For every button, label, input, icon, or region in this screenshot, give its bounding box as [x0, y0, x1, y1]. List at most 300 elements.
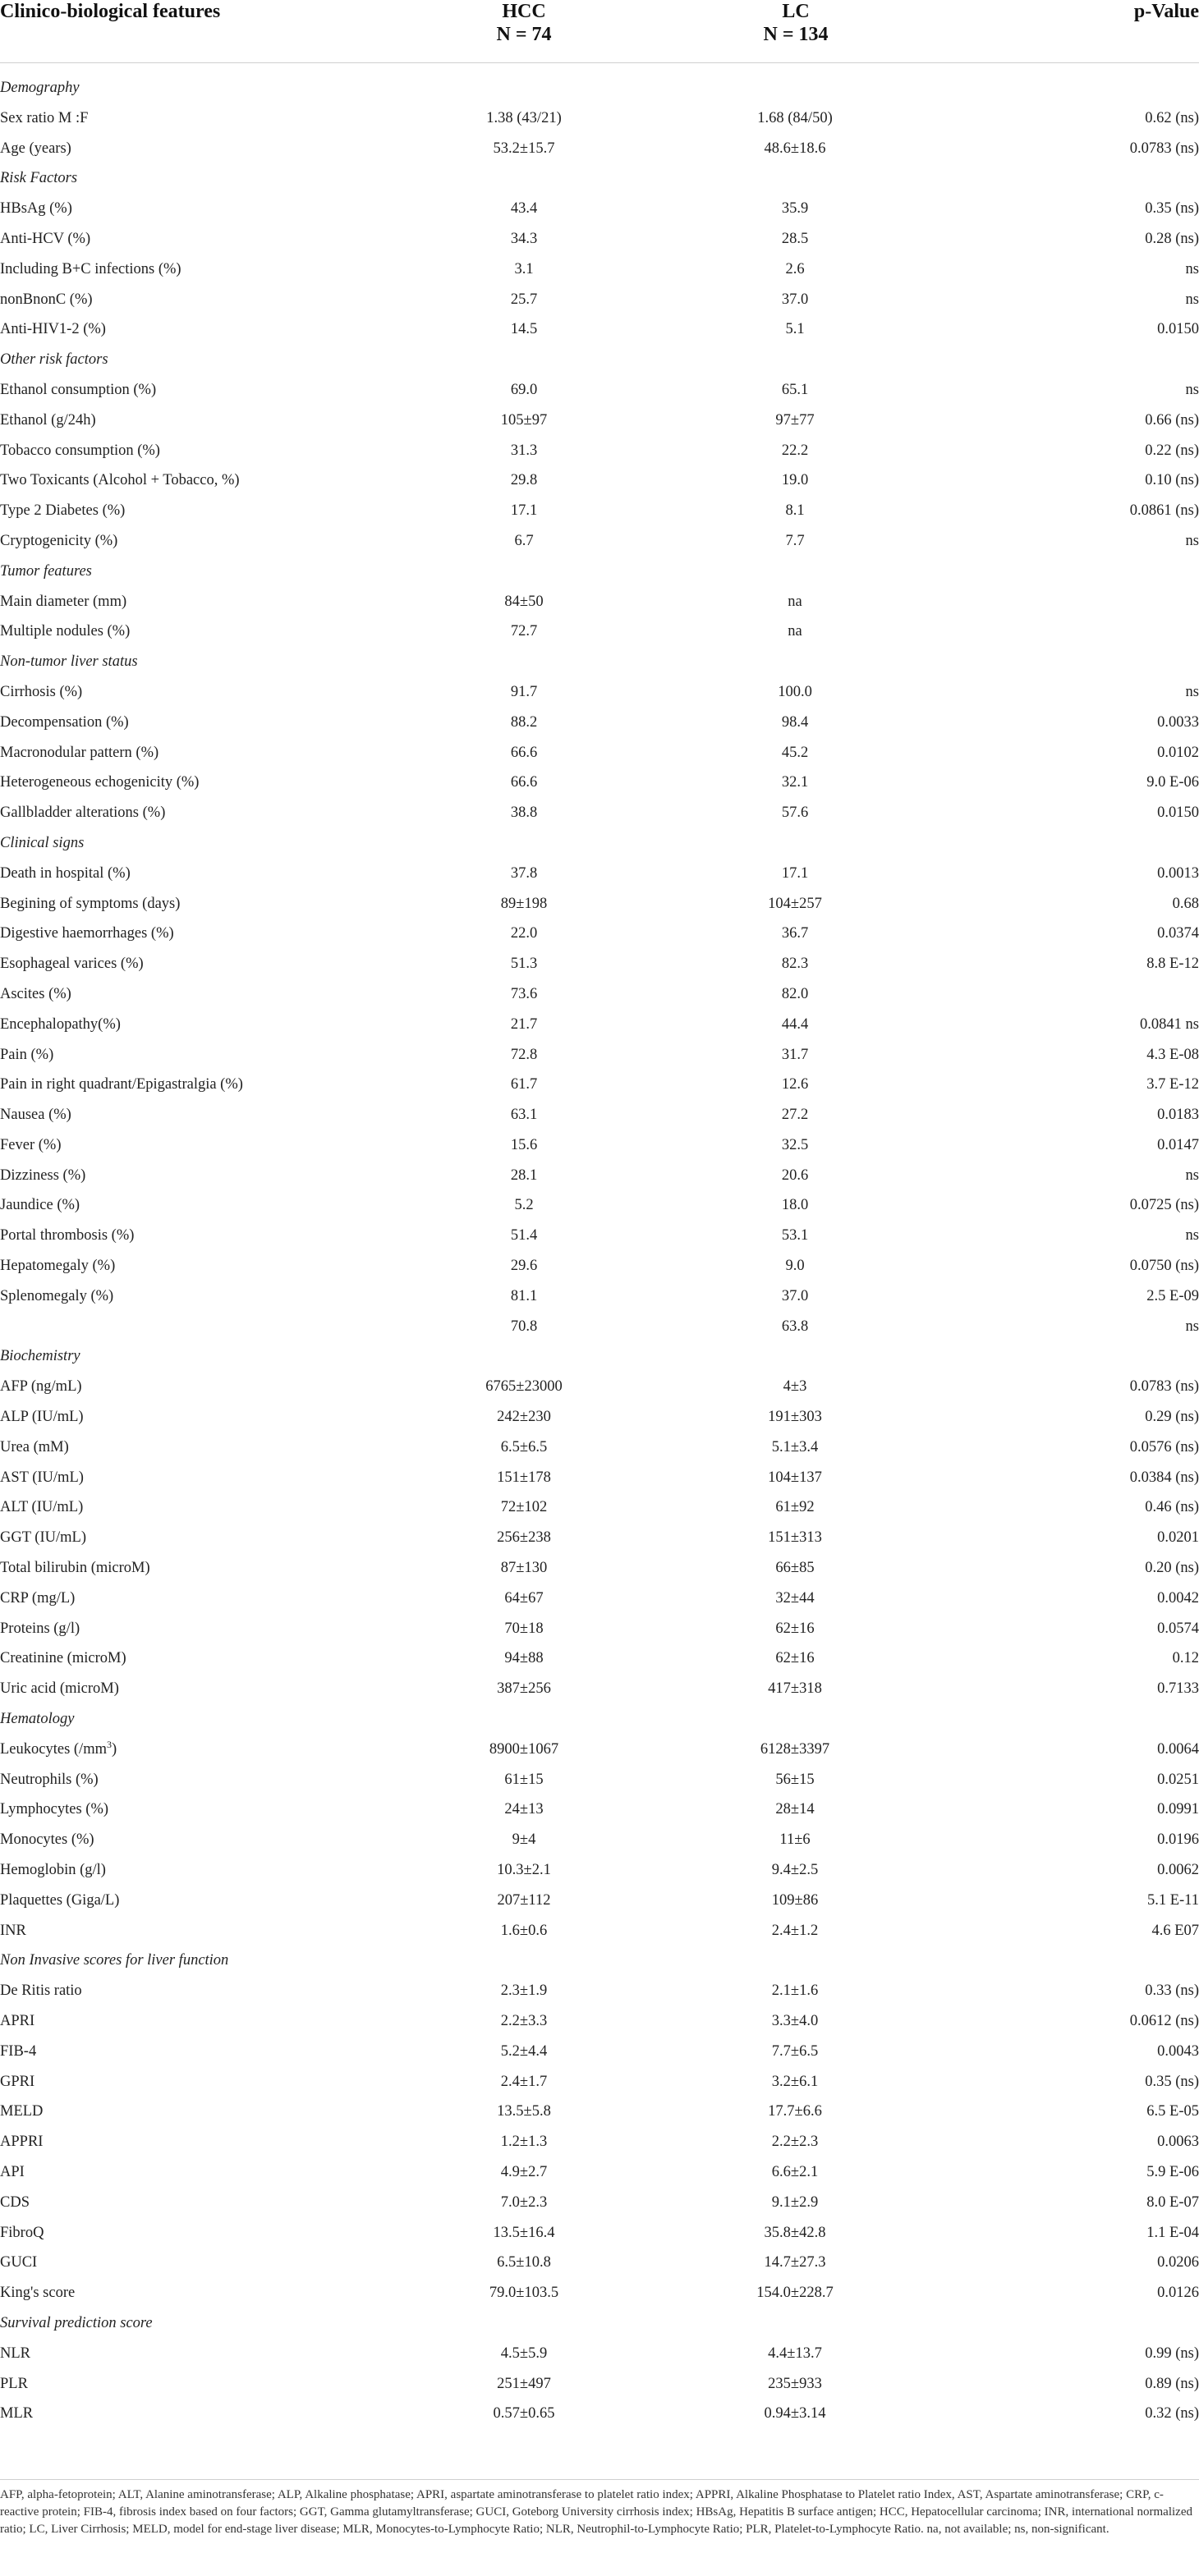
p-value-cell: 0.0063: [1157, 2134, 1199, 2151]
table-row: [0, 2400, 1199, 2430]
p-value-cell: 0.0033: [1157, 713, 1199, 731]
table-row: [0, 1826, 1199, 1856]
feature-text: Ascites (%): [0, 985, 71, 1002]
feature-cell: [0, 466, 240, 494]
p-value-cell: 0.0126: [1157, 2285, 1199, 2302]
feature-cell: [0, 1101, 71, 1129]
p-value-cell: 0.0206: [1157, 2254, 1199, 2271]
table-row: [0, 1675, 1199, 1705]
hcc-value-cell: 207±112: [497, 1891, 551, 1909]
table-row: [0, 2128, 1199, 2158]
hcc-value-cell: 2.4±1.7: [500, 2073, 548, 2090]
hcc-value-cell: 6.7: [514, 532, 534, 549]
lc-value-cell: 3.3±4.0: [771, 2013, 819, 2029]
lc-value-cell: 100.0: [778, 683, 812, 700]
feature-text: APPRI: [0, 2134, 44, 2151]
header-lc: [714, 0, 877, 46]
lc-value-cell: 7.7: [785, 532, 805, 549]
lc-value-cell: 14.7±27.3: [764, 2254, 826, 2271]
feature-text: King's score: [0, 2285, 76, 2302]
feature-cell: [0, 2037, 36, 2065]
hcc-value-cell: 37.8: [510, 864, 538, 882]
table-row: [0, 1856, 1199, 1886]
feature-text: Portal thrombosis (%): [0, 1227, 135, 1244]
lc-value-cell: 45.2: [781, 744, 809, 761]
feature-text: Neutrophils (%): [0, 1771, 99, 1788]
feature-cell: [0, 1524, 86, 1552]
feature-text: Hepatomegaly (%): [0, 1258, 116, 1275]
hcc-value-cell: 63.1: [510, 1107, 538, 1124]
hcc-value-cell: 70.8: [510, 1318, 538, 1335]
feature-cell: [0, 1977, 82, 2005]
p-value-cell: 0.0251: [1157, 1771, 1199, 1788]
feature-cell: [0, 1282, 113, 1310]
feature-cell: [0, 1252, 115, 1280]
feature-cell: [0, 2128, 43, 2156]
feature-text: API: [0, 2163, 25, 2180]
p-value-cell: 0.7133: [1157, 1680, 1199, 1698]
hcc-value-cell: 81.1: [510, 1287, 538, 1304]
feature-cell: [0, 195, 72, 222]
feature-cell: [0, 859, 131, 887]
hcc-value-cell: 8900±1067: [489, 1740, 559, 1758]
hcc-value-cell: 61±15: [504, 1771, 544, 1788]
hcc-value-cell: 28.1: [510, 1167, 538, 1184]
lc-value-cell: 37.0: [781, 291, 809, 308]
table-row: [0, 1766, 1199, 1796]
p-value-cell: 4.3 E-08: [1146, 1046, 1199, 1063]
hcc-value-cell: 72.7: [510, 623, 538, 640]
lc-value-cell: 17.1: [781, 864, 809, 882]
p-value-cell: ns: [1185, 1167, 1199, 1184]
hcc-value-cell: 1.38 (43/21): [486, 109, 562, 126]
feature-text: HBsAg (%): [0, 200, 72, 218]
feature-text: Hemoglobin (g/l): [0, 1862, 106, 1879]
p-value-cell: 0.66 (ns): [1145, 411, 1199, 429]
table-row: [0, 980, 1199, 1011]
footnote-divider: [0, 2479, 1199, 2480]
lc-value-cell: 12.6: [781, 1076, 809, 1093]
hcc-value-cell: 256±238: [497, 1529, 551, 1547]
p-value-cell: 0.0150: [1157, 321, 1199, 338]
feature-cell: [0, 376, 156, 404]
p-value-cell: 5.1 E-11: [1146, 1891, 1199, 1909]
lc-value-cell: 82.3: [781, 956, 809, 973]
feature-text: Urea (mM): [0, 1438, 69, 1455]
hcc-value-cell: 6765±23000: [485, 1378, 563, 1396]
feature-cell: [0, 1191, 80, 1219]
feature-text: GGT (IU/mL): [0, 1529, 86, 1547]
feature-cell: [0, 497, 125, 525]
lc-value-cell: 2.4±1.2: [771, 1922, 819, 1939]
table-row: [0, 195, 1199, 225]
lc-value-cell: 0.94±3.14: [764, 2405, 826, 2422]
lc-value-cell: 2.6: [785, 260, 805, 277]
feature-cell: [0, 1826, 94, 1854]
p-value-cell: 0.22 (ns): [1145, 442, 1199, 459]
hcc-value-cell: 242±230: [497, 1409, 551, 1426]
table-row: [0, 1977, 1199, 2007]
feature-cell: [0, 919, 174, 947]
p-value-cell: 8.0 E-07: [1146, 2193, 1199, 2211]
p-value-cell: 0.0196: [1157, 1831, 1199, 1849]
header-features: Clinico-biological features: [0, 1, 221, 22]
p-value-cell: 0.0574: [1157, 1620, 1199, 1637]
feature-text: Fever (%): [0, 1136, 62, 1153]
p-value-cell: 0.46 (ns): [1145, 1499, 1199, 1516]
lc-value-cell: 20.6: [781, 1167, 809, 1184]
hcc-value-cell: 1.2±1.3: [500, 2134, 548, 2151]
feature-text: Tobacco consumption (%): [0, 442, 160, 459]
feature-text: Creatinine (microM): [0, 1650, 126, 1667]
feature-cell: [0, 1917, 26, 1945]
lc-value-cell: 66±85: [775, 1560, 815, 1577]
p-value-cell: 1.1 E-04: [1146, 2224, 1199, 2241]
header-hcc-n: N = 74: [496, 24, 552, 45]
feature-text: Ethanol consumption (%): [0, 381, 157, 398]
lc-value-cell: 32.1: [781, 774, 809, 791]
feature-cell: [0, 1766, 99, 1794]
hcc-value-cell: 43.4: [510, 200, 538, 218]
hcc-value-cell: 53.2±15.7: [493, 140, 555, 157]
p-value-cell: ns: [1185, 381, 1199, 398]
lc-value-cell: na: [788, 623, 802, 640]
hcc-value-cell: 29.6: [510, 1258, 538, 1275]
feature-text: Anti-HCV (%): [0, 230, 91, 247]
feature-text: Other risk factors: [0, 351, 108, 369]
feature-cell: [0, 2007, 34, 2035]
feature-text: Nausea (%): [0, 1107, 71, 1124]
feature-text: Uric acid (microM): [0, 1680, 119, 1698]
hcc-value-cell: 91.7: [510, 683, 538, 700]
lc-value-cell: 5.1±3.4: [771, 1438, 819, 1455]
p-value-cell: 0.0861 (ns): [1129, 502, 1199, 520]
table-row: [0, 950, 1199, 980]
feature-text: Including B+C infections (%): [0, 260, 181, 277]
header-pvalue: p-Value: [1133, 1, 1199, 22]
table-row: [0, 2340, 1199, 2370]
feature-text: NLR: [0, 2345, 30, 2362]
hcc-value-cell: 51.4: [510, 1227, 538, 1244]
feature-cell: [0, 617, 130, 645]
feature-cell: [0, 1222, 134, 1249]
hcc-value-cell: 38.8: [510, 804, 538, 822]
feature-text: Macronodular pattern (%): [0, 744, 159, 761]
feature-cell: [0, 1011, 121, 1038]
lc-value-cell: 98.4: [781, 713, 809, 731]
table-row: [0, 1917, 1199, 1947]
feature-text: AFP (ng/mL): [0, 1378, 82, 1396]
lc-value-cell: 17.7±6.6: [768, 2103, 822, 2120]
p-value-cell: 0.0102: [1157, 744, 1199, 761]
feature-text: Dizziness (%): [0, 1167, 86, 1184]
feature-text: Hematology: [0, 1711, 75, 1728]
table-row: [0, 286, 1199, 316]
feature-text: Multiple nodules (%): [0, 623, 131, 640]
feature-cell: [0, 286, 93, 314]
hcc-value-cell: 1.6±0.6: [500, 1922, 548, 1939]
p-value-cell: 0.0062: [1157, 1862, 1199, 1879]
hcc-value-cell: 105±97: [500, 411, 548, 429]
feature-cell: [0, 315, 106, 343]
table-row: [0, 1524, 1199, 1554]
table-row: [0, 1011, 1199, 1041]
lc-value-cell: 4±3: [783, 1378, 807, 1396]
lc-value-cell: 61±92: [775, 1499, 815, 1516]
section-heading-row: [0, 164, 1199, 195]
table-row: [0, 437, 1199, 467]
hcc-value-cell: 2.2±3.3: [500, 2013, 548, 2029]
feature-cell: [0, 2400, 33, 2427]
lc-value-cell: 191±303: [768, 1409, 822, 1426]
lc-value-cell: 37.0: [781, 1287, 809, 1304]
table-row: [0, 2068, 1199, 2098]
p-value-cell: 0.99 (ns): [1145, 2345, 1199, 2362]
table-row: [0, 1554, 1199, 1584]
hcc-value-cell: 21.7: [510, 1015, 538, 1033]
hcc-value-cell: 51.3: [510, 956, 538, 973]
p-value-cell: ns: [1185, 291, 1199, 308]
feature-cell: [0, 1675, 119, 1703]
p-value-cell: 2.5 E-09: [1146, 1287, 1199, 1304]
header-hcc-label: HCC: [502, 1, 546, 22]
hcc-value-cell: 9±4: [512, 1831, 536, 1849]
feature-text: GPRI: [0, 2073, 35, 2090]
p-value-cell: 8.8 E-12: [1146, 956, 1199, 973]
section-heading-row: [0, 557, 1199, 588]
hcc-value-cell: 3.1: [514, 260, 534, 277]
hcc-value-cell: 251±497: [497, 2375, 551, 2392]
lc-value-cell: 2.2±2.3: [771, 2134, 819, 2151]
p-value-cell: 0.20 (ns): [1145, 1560, 1199, 1577]
feature-cell: [0, 2189, 30, 2216]
lc-value-cell: 28.5: [781, 230, 809, 247]
table-row: [0, 799, 1199, 829]
section-heading-row: [0, 1342, 1199, 1373]
section-heading: [0, 648, 138, 676]
hcc-value-cell: 61.7: [510, 1076, 538, 1093]
table-body: [0, 74, 1199, 2430]
feature-cell: [0, 1403, 84, 1431]
table-row: [0, 1735, 1199, 1766]
p-value-cell: 3.7 E-12: [1146, 1076, 1199, 1093]
feature-cell: [0, 890, 180, 918]
hcc-value-cell: 89±198: [500, 895, 548, 912]
lc-value-cell: 151±313: [768, 1529, 822, 1547]
feature-cell: [0, 1735, 117, 1763]
table-row: [0, 1041, 1199, 1071]
lc-value-cell: 63.8: [781, 1318, 809, 1335]
table-row: [0, 2158, 1199, 2189]
feature-text: FIB-4: [0, 2042, 37, 2060]
feature-text: GUCI: [0, 2254, 38, 2271]
p-value-cell: 0.29 (ns): [1145, 1409, 1199, 1426]
feature-cell: [0, 799, 165, 827]
table-row: [0, 1070, 1199, 1101]
p-value-cell: 0.0147: [1157, 1136, 1199, 1153]
feature-text: INR: [0, 1922, 26, 1939]
lc-value-cell: 8.1: [785, 502, 805, 520]
table-row: [0, 919, 1199, 950]
feature-text: Risk Factors: [0, 170, 78, 187]
feature-text: Anti-HIV1-2 (%): [0, 321, 106, 338]
hcc-value-cell: 87±130: [500, 1560, 548, 1577]
section-heading-row: [0, 1946, 1199, 1977]
section-heading: [0, 1946, 228, 1974]
table-row: [0, 104, 1199, 135]
table-row: [0, 135, 1199, 165]
feature-cell: [0, 588, 126, 616]
feature-cell: [0, 1162, 85, 1189]
feature-cell: [0, 1433, 69, 1461]
table-row: [0, 768, 1199, 799]
lc-value-cell: 53.1: [781, 1227, 809, 1244]
feature-cell: [0, 255, 181, 283]
table-row: [0, 1131, 1199, 1162]
table-row: [0, 2097, 1199, 2128]
feature-text: Type 2 Diabetes (%): [0, 502, 126, 520]
p-value-cell: 0.89 (ns): [1145, 2375, 1199, 2392]
hcc-value-cell: 2.3±1.9: [500, 1982, 548, 2000]
section-heading-row: [0, 829, 1199, 859]
hcc-value-cell: 4.9±2.7: [500, 2163, 548, 2180]
hcc-value-cell: 31.3: [510, 442, 538, 459]
hcc-value-cell: 17.1: [510, 502, 538, 520]
lc-value-cell: 2.1±1.6: [771, 1982, 819, 2000]
feature-cell: [0, 225, 90, 253]
feature-cell: [0, 2248, 37, 2276]
lc-value-cell: 62±16: [775, 1650, 815, 1667]
feature-text: Encephalopathy(%): [0, 1015, 121, 1033]
header-hcc: [466, 0, 582, 46]
feature-text: Pain in right quadrant/Epigastralgia (%): [0, 1076, 243, 1093]
feature-cell: [0, 2068, 34, 2096]
feature-cell: [0, 980, 71, 1008]
table-row: [0, 859, 1199, 890]
hcc-value-cell: 13.5±5.8: [497, 2103, 551, 2120]
feature-text: Death in hospital (%): [0, 864, 131, 882]
table-row: [0, 2037, 1199, 2068]
table-row: [0, 890, 1199, 920]
feature-text: PLR: [0, 2375, 28, 2392]
table-row: [0, 708, 1199, 739]
lc-value-cell: 57.6: [781, 804, 809, 822]
table-row: [0, 527, 1199, 557]
section-heading: [0, 557, 92, 585]
feature-text: Total bilirubin (microM): [0, 1560, 150, 1577]
p-value-cell: 0.33 (ns): [1145, 1982, 1199, 2000]
table-row: [0, 1886, 1199, 1917]
table-row: [0, 1101, 1199, 1131]
feature-cell: [0, 1886, 119, 1914]
lc-value-cell: 1.68 (84/50): [757, 109, 833, 126]
lc-value-cell: 7.7±6.5: [771, 2042, 819, 2060]
lc-value-cell: 104±257: [768, 895, 822, 912]
hcc-value-cell: 5.2±4.4: [500, 2042, 548, 2060]
p-value-cell: 5.9 E-06: [1146, 2163, 1199, 2180]
lc-value-cell: 9.1±2.9: [771, 2193, 819, 2211]
feature-text: Sex ratio M :F: [0, 109, 89, 126]
hcc-value-cell: 64±67: [504, 1589, 544, 1607]
lc-value-cell: 48.6±18.6: [764, 140, 826, 157]
feature-text: De Ritis ratio: [0, 1982, 82, 2000]
feature-cell: [0, 2097, 43, 2125]
lc-value-cell: 97±77: [775, 411, 815, 429]
feature-cell: [0, 1041, 53, 1069]
lc-value-cell: 27.2: [781, 1107, 809, 1124]
p-value-cell: 0.0013: [1157, 864, 1199, 882]
lc-value-cell: 28±14: [775, 1801, 815, 1818]
feature-text: Begining of symptoms (days): [0, 895, 181, 912]
table-row: [0, 406, 1199, 437]
table-header: [0, 0, 1199, 63]
lc-value-cell: 19.0: [781, 472, 809, 489]
hcc-value-cell: 151±178: [497, 1469, 551, 1486]
feature-text: Main diameter (mm): [0, 593, 127, 610]
feature-cell: [0, 1070, 243, 1098]
feature-text: Tumor features: [0, 562, 92, 580]
lc-value-cell: 3.2±6.1: [771, 2073, 819, 2090]
table-row: [0, 497, 1199, 527]
hcc-value-cell: 5.2: [514, 1197, 534, 1214]
feature-cell: [0, 1464, 84, 1492]
header-lc-label: LC: [782, 1, 810, 22]
table-row: [0, 2248, 1199, 2279]
hcc-value-cell: 13.5±16.4: [493, 2224, 555, 2241]
feature-text: Non-tumor liver status: [0, 653, 138, 671]
table-row: [0, 1584, 1199, 1615]
hcc-value-cell: 72±102: [500, 1499, 548, 1516]
section-heading: [0, 164, 77, 192]
p-value-cell: 0.0783 (ns): [1129, 140, 1199, 157]
feature-text: Survival prediction score: [0, 2314, 153, 2331]
p-value-cell: 0.0042: [1157, 1589, 1199, 1607]
table-row: [0, 1464, 1199, 1494]
p-value-cell: 0.0201: [1157, 1529, 1199, 1547]
lc-value-cell: 9.0: [785, 1258, 805, 1275]
feature-cell: [0, 135, 71, 163]
feature-cell: [0, 1584, 75, 1612]
feature-text: Esophageal varices (%): [0, 956, 144, 973]
hcc-value-cell: 73.6: [510, 985, 538, 1002]
feature-text: ALT (IU/mL): [0, 1499, 84, 1516]
lc-value-cell: 6128±3397: [760, 1740, 830, 1758]
table-row: [0, 1313, 1199, 1343]
table-row: [0, 2189, 1199, 2219]
feature-cell: [0, 1493, 83, 1521]
table-row: [0, 1162, 1199, 1192]
p-value-cell: 0.35 (ns): [1145, 200, 1199, 218]
feature-text: Jaundice (%): [0, 1197, 80, 1214]
table-footnote: AFP, alpha-fetoprotein; ALT, Alanine aminotransferase; ALP, Alkaline phosphatase; APRI, aspartate aminotransferase to platelet ratio index; APPRI, Alkaline Phosphatase to Platelet ratio Index, AST, Aspartate aminotransferase; CRP, c-reactive protein; FIB-4, fibrosis index based on four factors; GGT, Gamma glutamyltransferase; GUCI, Goteborg University cirrhosis index; HBsAg, Hepatitis B surface antigen; HCC, Hepatocellular carcinoma; INR, international normalized ratio; LC, Liver Cirrhosis; MELD, model for end-stage liver disease; MLR, Monocytes-to-Lymphocyte Ratio; NLR, Neutrophil-to-Lymphocyte Ratio; PLR, Platelet-to-Lymphocyte Ratio. na, not available; ns, non-significant.: [0, 2488, 1192, 2536]
table-row: [0, 2370, 1199, 2400]
feature-superscript: 3: [106, 1738, 112, 1750]
p-value-cell: 9.0 E-06: [1146, 774, 1199, 791]
hcc-value-cell: 387±256: [497, 1680, 551, 1698]
feature-cell: [0, 437, 160, 465]
table-row: [0, 1252, 1199, 1282]
table-row: [0, 678, 1199, 708]
feature-cell: [0, 406, 96, 434]
feature-text: Splenomegaly (%): [0, 1287, 114, 1304]
table-row: [0, 739, 1199, 769]
feature-text: Decompensation (%): [0, 713, 129, 731]
section-heading: [0, 1342, 80, 1370]
p-value-cell: 0.0750 (ns): [1129, 1258, 1199, 1275]
table-row: [0, 2279, 1199, 2309]
table-row: [0, 588, 1199, 618]
section-heading-row: [0, 1705, 1199, 1735]
